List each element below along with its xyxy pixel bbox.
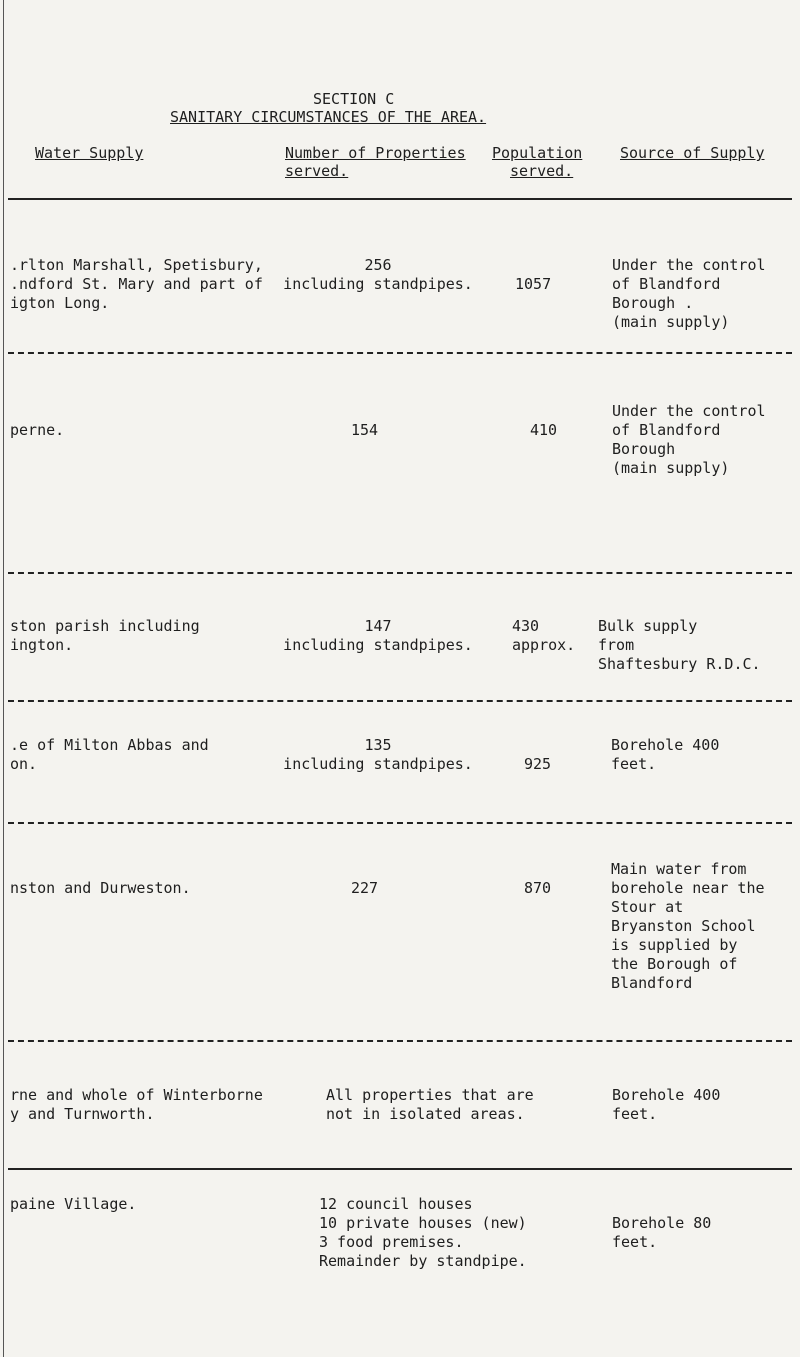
header-rule bbox=[8, 198, 792, 200]
row-4-properties: 135 including standpipes. bbox=[283, 736, 473, 773]
row-2-population: 410 bbox=[530, 421, 558, 439]
row-6-properties: All properties that are not in isolated areas. bbox=[326, 1086, 534, 1123]
col-header-source: Source of Supply bbox=[620, 144, 765, 162]
row-3-population: 430 approx. bbox=[512, 617, 576, 654]
col-header-population: Population bbox=[492, 144, 583, 162]
section-heading: SECTION C bbox=[313, 90, 395, 108]
row-divider-5 bbox=[8, 1040, 792, 1042]
row-5-properties: 227 bbox=[351, 879, 379, 897]
row-5-area: nston and Durweston. bbox=[10, 879, 191, 897]
row-7-properties: 12 council houses 10 private houses (new) 3 food premises. Remainder by standpipe. bbox=[319, 1195, 527, 1270]
row-7-area: paine Village. bbox=[10, 1195, 137, 1213]
row-divider-3 bbox=[8, 700, 792, 702]
row-1-population: 1057 bbox=[515, 275, 552, 293]
row-2-properties: 154 bbox=[351, 421, 379, 439]
row-6-source: Borehole 400 feet. bbox=[612, 1086, 721, 1123]
row-divider-6 bbox=[8, 1168, 792, 1170]
row-1-properties: 256 including standpipes. bbox=[283, 256, 473, 293]
row-1-area: .rlton Marshall, Spetisbury, .ndford St. Mary and part of igton Long. bbox=[10, 256, 263, 312]
row-3-properties: 147 including standpipes. bbox=[283, 617, 473, 654]
row-4-population: 925 bbox=[524, 755, 552, 773]
col-header-water-supply: Water Supply bbox=[35, 144, 144, 162]
row-1-source: Under the control of Blandford Borough . (main supply) bbox=[612, 256, 766, 331]
row-divider-2 bbox=[8, 572, 792, 574]
col-header-population-line2: served. bbox=[510, 162, 574, 180]
row-2-source: Under the control of Blandford Borough (main supply) bbox=[612, 402, 766, 477]
row-4-source: Borehole 400 feet. bbox=[611, 736, 720, 773]
row-6-area: rne and whole of Winterborne y and Turnworth. bbox=[10, 1086, 263, 1123]
page-left-edge bbox=[3, 0, 4, 1357]
col-header-properties: Number of Properties bbox=[285, 144, 466, 162]
row-divider-4 bbox=[8, 822, 792, 824]
row-7-source: Borehole 80 feet. bbox=[612, 1214, 712, 1251]
row-2-area: perne. bbox=[10, 421, 65, 439]
row-5-source: Main water from borehole near the Stour at Bryanston School is supplied by the Borough of Blandford bbox=[611, 860, 765, 992]
row-divider-1 bbox=[8, 352, 792, 354]
col-header-properties-line2: served. bbox=[285, 162, 349, 180]
row-5-population: 870 bbox=[524, 879, 552, 897]
row-3-source: Bulk supply from Shaftesbury R.D.C. bbox=[598, 617, 761, 673]
row-3-area: ston parish including ington. bbox=[10, 617, 200, 654]
row-4-area: .e of Milton Abbas and on. bbox=[10, 736, 209, 773]
page-title: SANITARY CIRCUMSTANCES OF THE AREA. bbox=[170, 108, 487, 126]
